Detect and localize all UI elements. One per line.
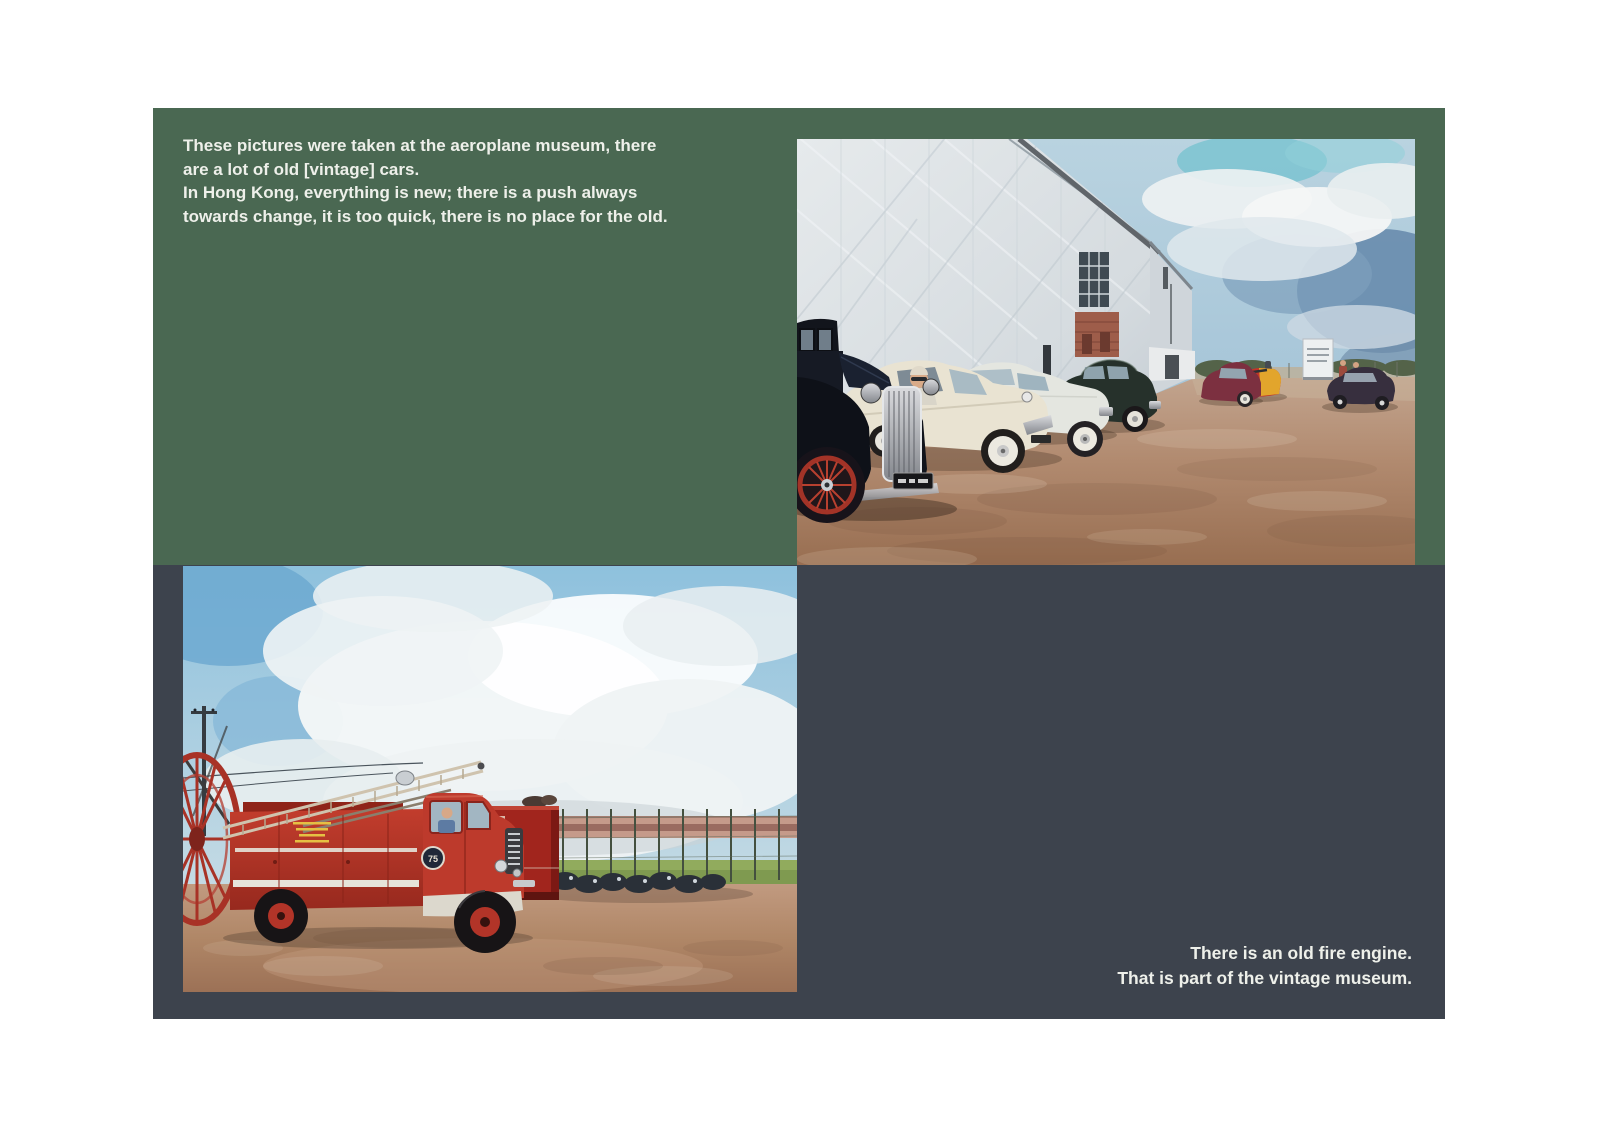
headlight <box>495 860 507 872</box>
hangar-windows <box>1079 252 1109 307</box>
intro-line-2: are a lot of old [vintage] cars. <box>183 159 420 179</box>
intro-line-1: These pictures were taken at the aeroplane museum, there <box>183 136 657 155</box>
fire-engine-photo-art <box>183 566 797 992</box>
white-van <box>1303 339 1333 380</box>
vintage-cars-photo <box>797 139 1415 565</box>
annex-door <box>1165 355 1179 379</box>
fire-engine-photo <box>183 566 797 992</box>
intro-line-3: In Hong Kong, everything is new; there is a push always <box>183 183 638 202</box>
front-grille <box>505 828 523 874</box>
roundel-75 <box>422 847 444 869</box>
svg-text:75: 75 <box>427 854 439 864</box>
intro-text <box>183 134 783 228</box>
brick-patch <box>1075 312 1119 357</box>
license-plate <box>893 473 933 489</box>
cab-front-window <box>467 802 490 829</box>
caption-line-1: There is an old fire engine. <box>1190 943 1412 963</box>
motorcycles-row <box>533 872 753 903</box>
caption-line-2: That is part of the vintage museum. <box>1117 968 1412 988</box>
vintage-cars-photo-art <box>797 139 1415 565</box>
front-wheel <box>454 891 516 953</box>
intro-line-4: towards change, it is too quick, there is no place for the old. <box>183 206 668 226</box>
rear-wheel <box>254 889 308 943</box>
roof-vent <box>1163 267 1168 289</box>
bollard <box>1043 345 1051 375</box>
bumper <box>513 880 535 887</box>
fire-engine-caption <box>852 941 1412 991</box>
